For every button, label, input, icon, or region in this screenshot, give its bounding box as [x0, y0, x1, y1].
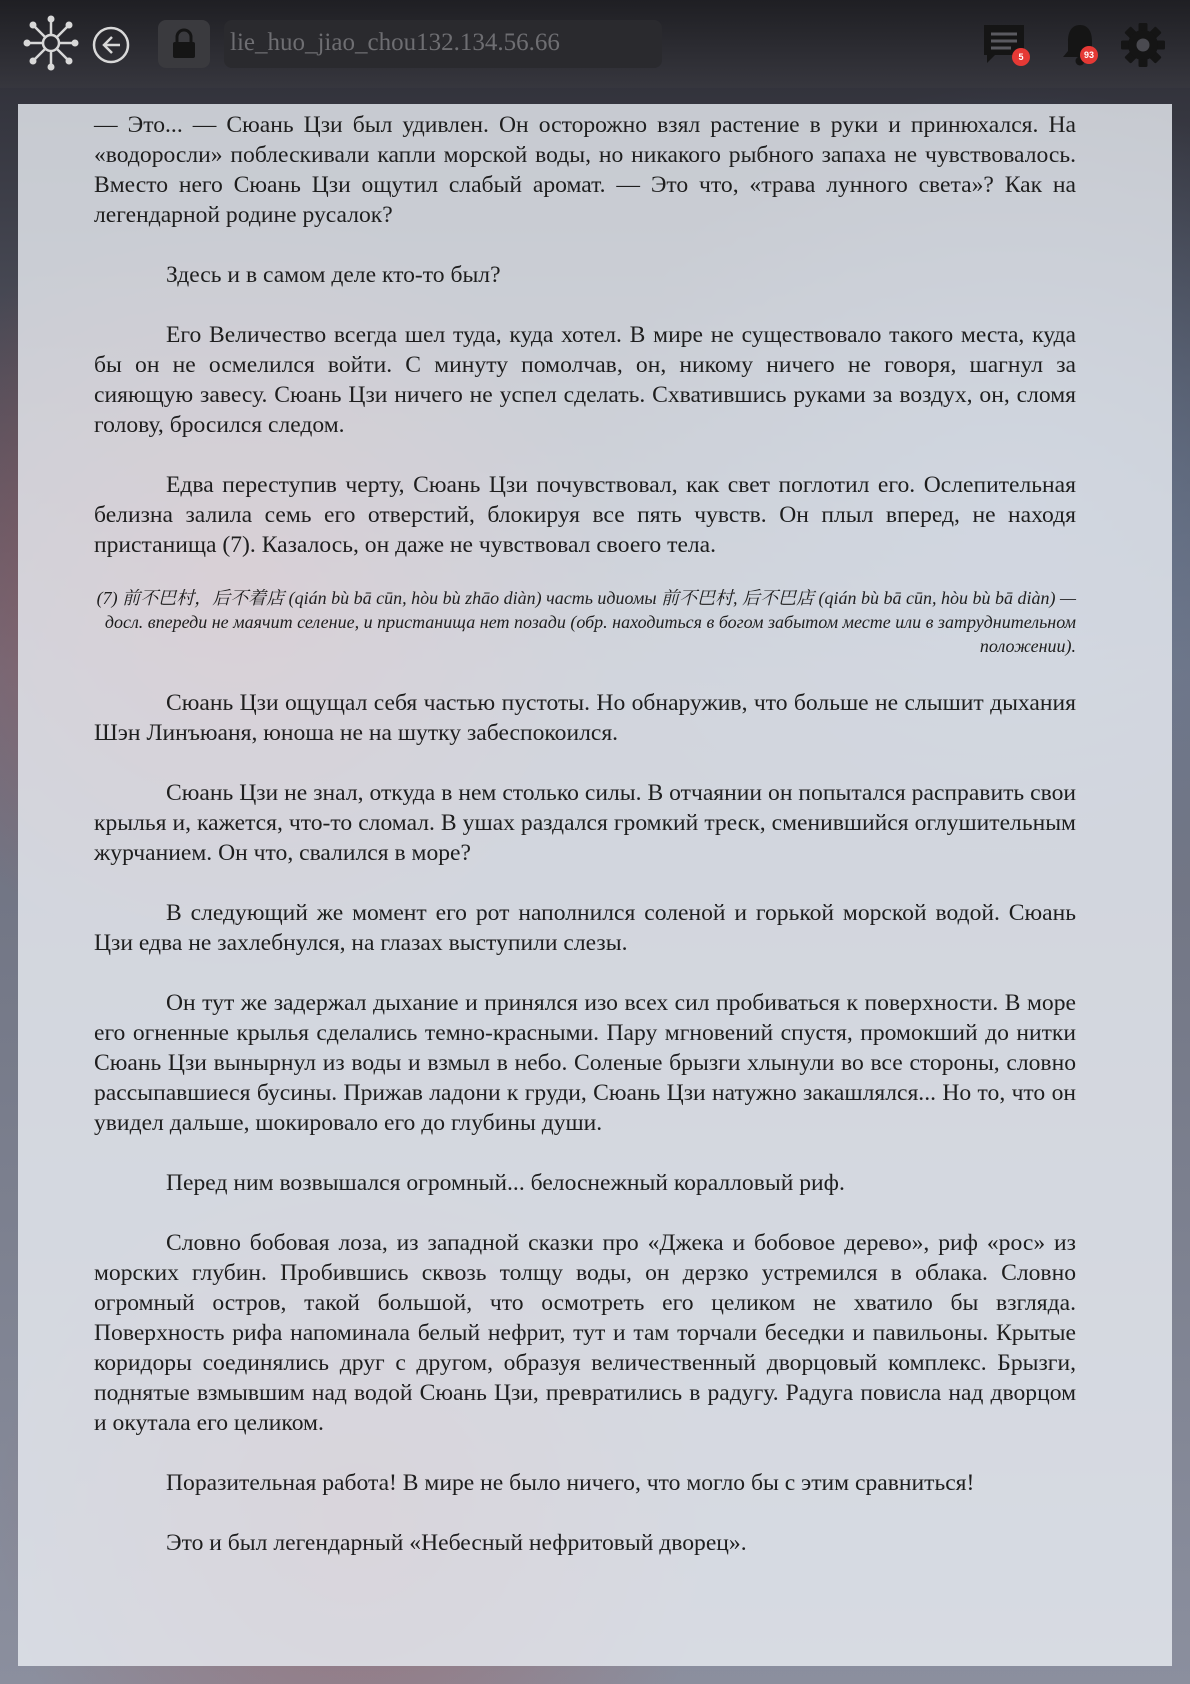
- paragraph: Сюань Цзи ощущал себя частью пустоты. Но обнаружив, что больше не слышит дыхания Шэн Линъюаня, юноша не на шутку забеспокоился.: [94, 690, 1076, 746]
- notifications-badge: 93: [1080, 46, 1098, 64]
- paragraph: Перед ним возвышался огромный... белоснежный коралловый риф.: [166, 1170, 845, 1196]
- article-content: [94, 110, 1076, 1588]
- paragraph: Сюань Цзи не знал, откуда в нем столько силы. В отчаянии он попытался расправить свои крылья и, кажется, что-то сломал. В ушах раздался громкий треск, сменившийся оглушительным журчанием. Он что, свалился в море?: [94, 780, 1076, 866]
- footnote: (7) 前不巴村，后不着店 (qián bù bā cūn, hòu bù zhāo diàn) часть идиомы 前不巴村, 后不巴店 (qián bù bā cūn, hòu bù bā diàn) — досл. впереди не маячит селение, и пристанища нет позади (обр. находиться в богом забытом месте или в затруднительном положении).: [96, 588, 1076, 656]
- paragraph: Поразительная работа! В мире не было ничего, что могло бы с этим сравниться!: [166, 1470, 975, 1496]
- hub-logo-icon[interactable]: [22, 14, 80, 72]
- paragraph: — Это... — Сюань Цзи был удивлен. Он осторожно взял растение в руки и принюхался. На «водоросли» поблескивали капли морской воды, но никакого рыбного запаха не чувствовалось. Вместо него Сюань Цзи ощутил слабый аромат. — Это что, «трава лунного света»? Как на легендарной родине русалок?: [94, 112, 1076, 228]
- paragraph: В следующий же момент его рот наполнился соленой и горькой морской водой. Сюань Цзи едва не захлебнулся, на глазах выступили слезы.: [94, 900, 1076, 956]
- back-arrow-icon[interactable]: [90, 24, 132, 66]
- paragraph: Он тут же задержал дыхание и принялся изо всех сил пробиваться к поверхности. В море его огненные крылья сделались темно-красными. Пару мгновений спустя, промокший до нитки Сюань Цзи вынырнул из воды и взмыл в небо. Соленые брызги хлынули во все стороны, словно рассыпавшиеся бусины. Прижав ладони к груди, Сюань Цзи натужно закашлялся... Но то, что он увидел дальше, шокировало его до глубины души.: [94, 990, 1076, 1136]
- lock-icon[interactable]: [158, 20, 210, 68]
- messages-badge: 5: [1012, 48, 1030, 66]
- paragraph: Здесь и в самом деле кто-то был?: [166, 262, 501, 288]
- paragraph: Это и был легендарный «Небесный нефритовый дворец».: [166, 1530, 747, 1556]
- messages-icon[interactable]: [978, 18, 1030, 70]
- gear-icon[interactable]: [1118, 20, 1168, 70]
- bell-icon[interactable]: [1054, 18, 1106, 70]
- paragraph: Едва переступив черту, Сюань Цзи почувствовал, как свет поглотил его. Ослепительная белизна залила семь его отверстий, блокируя все пять чувств. Он плыл вперед, не находя пристанища (7). Казалось, он даже не чувствовал своего тела.: [94, 472, 1076, 558]
- paragraph: Его Величество всегда шел туда, куда хотел. В мире не существовало такого места, куда бы он не осмелился войти. С минуту помолчав, он, никому ничего не говоря, шагнул за сияющую завесу. Сюань Цзи ничего не успел сделать. Схватившись руками за воздух, он, сломя голову, бросился следом.: [94, 322, 1076, 438]
- address-field[interactable]: lie_huo_jiao_chou132.134.56.66: [224, 20, 662, 68]
- paragraph: Словно бобовая лоза, из западной сказки про «Джека и бобовое дерево», риф «рос» из морских глубин. Пробившись сквозь толщу воды, он дерзко устремился в облака. Словно огромный остров, такой большой, что осмотреть его целиком не хватило бы взгляда. Поверхность рифа напоминала белый нефрит, тут и там торчали беседки и павильоны. Крытые коридоры соединялись друг с другом, образуя величественный дворцовый комплекс. Брызги, поднятые взмывшим над водой Сюань Цзи, превратились в радугу. Радуга повисла над дворцом и окутала его целиком.: [94, 1230, 1076, 1436]
- top-bar: [0, 0, 1190, 88]
